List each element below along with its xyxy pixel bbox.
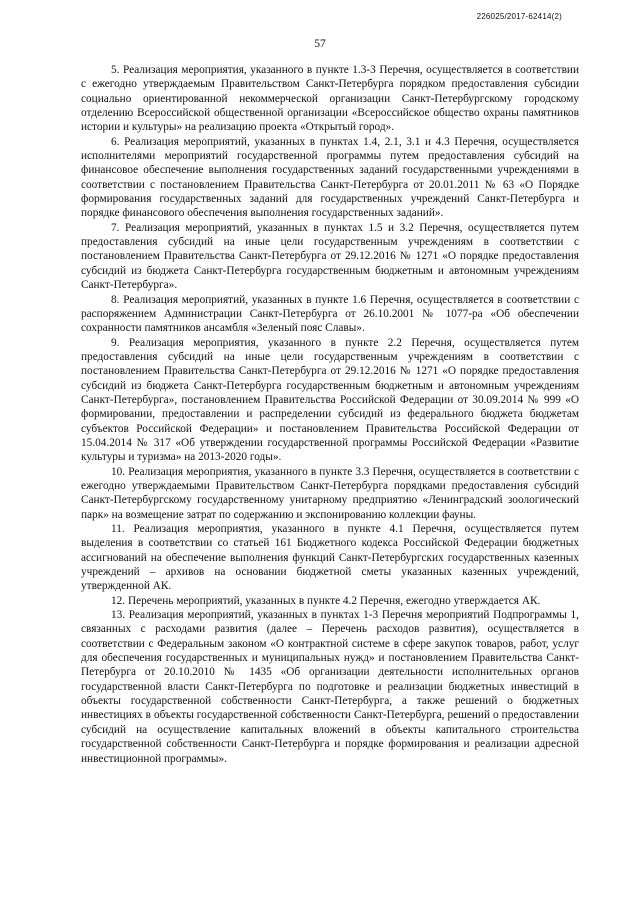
paragraph-item-5: 5. Реализация мероприятия, указанного в пункте 1.3-3 Перечня, осуществляется в соответствии с ежегодно утверждаемым Правительством Санкт-Петербурга порядком предоставления субсидии социально ориентированной некоммерческой организации Санкт-Петербургскому городскому отделению Всероссийской общественной организации «Всероссийское общество охраны памятников истории и культуры» на реализацию проекта «Открытый город».	[81, 64, 579, 134]
page-number: 57	[314, 38, 326, 50]
paragraph-item-7: 7. Реализация мероприятий, указанных в пунктах 1.5 и 3.2 Перечня, осуществляется путем предоставления субсидий на иные цели государственным учреждениям в соответствии с постановлением Правительства Санкт-Петербурга от 29.12.2016 № 1271 «О порядке предоставления субсидий из бюджета Санкт-Петербурга государственным бюджетным и автономным учреждениям Санкт-Петербурга».	[81, 221, 579, 292]
paragraph-item-8: 8. Реализация мероприятий, указанных в пункте 1.6 Перечня, осуществляется в соответствии с распоряжением Администрации Санкт-Петербурга от 26.10.2001 № 1077-ра «Об обеспечении сохранности памятников ансамбля «Зеленый пояс Славы».	[81, 293, 579, 335]
paragraph-item-13: 13. Реализация мероприятий, указанных в пунктах 1-3 Перечня мероприятий Подпрограммы 1, связанных с расходами развития (далее – Перечень расходов развития), осуществляется в соответствии с Федеральным законом «О контрактной системе в сфере закупок товаров, работ, услуг для обеспечения государственных и муниципальных нужд» и постановлением Правительства Санкт-Петербурга от 20.10.2010 № 1435 «Об организации деятельности исполнительных органов государственной власти Санкт-Петербурга по подготовке и реализации бюджетных инвестиций в объекты государственной собственности Санкт-Петербурга, а также решений о бюджетных инвестициях в объекты государственной собственности Санкт-Петербурга, решений о предоставлении субсидий на осуществление капитальных вложений в объекты капитального строительства государственной собственности Санкт-Петербурга и порядке формирования и реализации адресной инвестиционной программы».	[81, 609, 579, 765]
paragraph-item-10: 10. Реализация мероприятия, указанного в пункте 3.3 Перечня, осуществляется в соответствии с ежегодно утверждаемыми Правительством Санкт-Петербурга порядками предоставления субсидий Санкт-Петербургскому государственному унитарному предприятию «Ленинградский зоологический парк» на возмещение затрат по содержанию и экспонированию коллекции фауны.	[81, 465, 579, 521]
paragraph-item-12: 12. Перечень мероприятий, указанных в пункте 4.2 Перечня, ежегодно утверждается АК.	[111, 594, 541, 607]
paragraph-item-6: 6. Реализация мероприятий, указанных в пунктах 1.4, 2.1, 3.1 и 4.3 Перечня, осуществляется исполнителями мероприятий государственной программы путем предоставления субсидий на финансовое обеспечение выполнения государственных заданий государственными учреждениями в соответствии с постановлением Правительства Санкт-Петербурга от 20.01.2011 № 63 «О Порядке формирования государственных заданий для государственных учреждений Санкт-Петербурга и порядке финансового обеспечения выполнения государственных заданий».	[81, 135, 579, 220]
paragraph-item-11: 11. Реализация мероприятия, указанного в пункте 4.1 Перечня, осуществляется путем выделения в соответствии со статьей 161 Бюджетного кодекса Российской Федерации бюджетных ассигнований на обеспечение выполнения функций Санкт-Петербургских государственных казенных учреждений – архивов на основании бюджетной сметы указанных казенных учреждений, утвержденной АК.	[81, 523, 579, 593]
paragraph-item-9: 9. Реализация мероприятия, указанного в пункте 2.2 Перечня, осуществляется путем предоставления субсидий на иные цели государственным учреждениям в соответствии с постановлением Правительства Санкт-Петербурга от 29.12.2016 № 1271 «О порядке предоставления субсидий из бюджета Санкт-Петербурга государственным бюджетным и автономным учреждениям Санкт-Петербурга», постановлением Правительства Российской Федерации от 30.09.2014 № 999 «О формировании, предоставлении и распределении субсидий из федерального бюджета бюджетам субъектов Российской Федерации» и постановлением Правительства Российской Федерации от 15.04.2014 № 317 «Об утверждении государственной программы Российской Федерации «Развитие культуры и туризма» на 2013-2020 годы».	[81, 336, 579, 464]
document-body	[81, 63, 579, 766]
document-id: 226025/2017-62414(2)	[476, 12, 562, 21]
